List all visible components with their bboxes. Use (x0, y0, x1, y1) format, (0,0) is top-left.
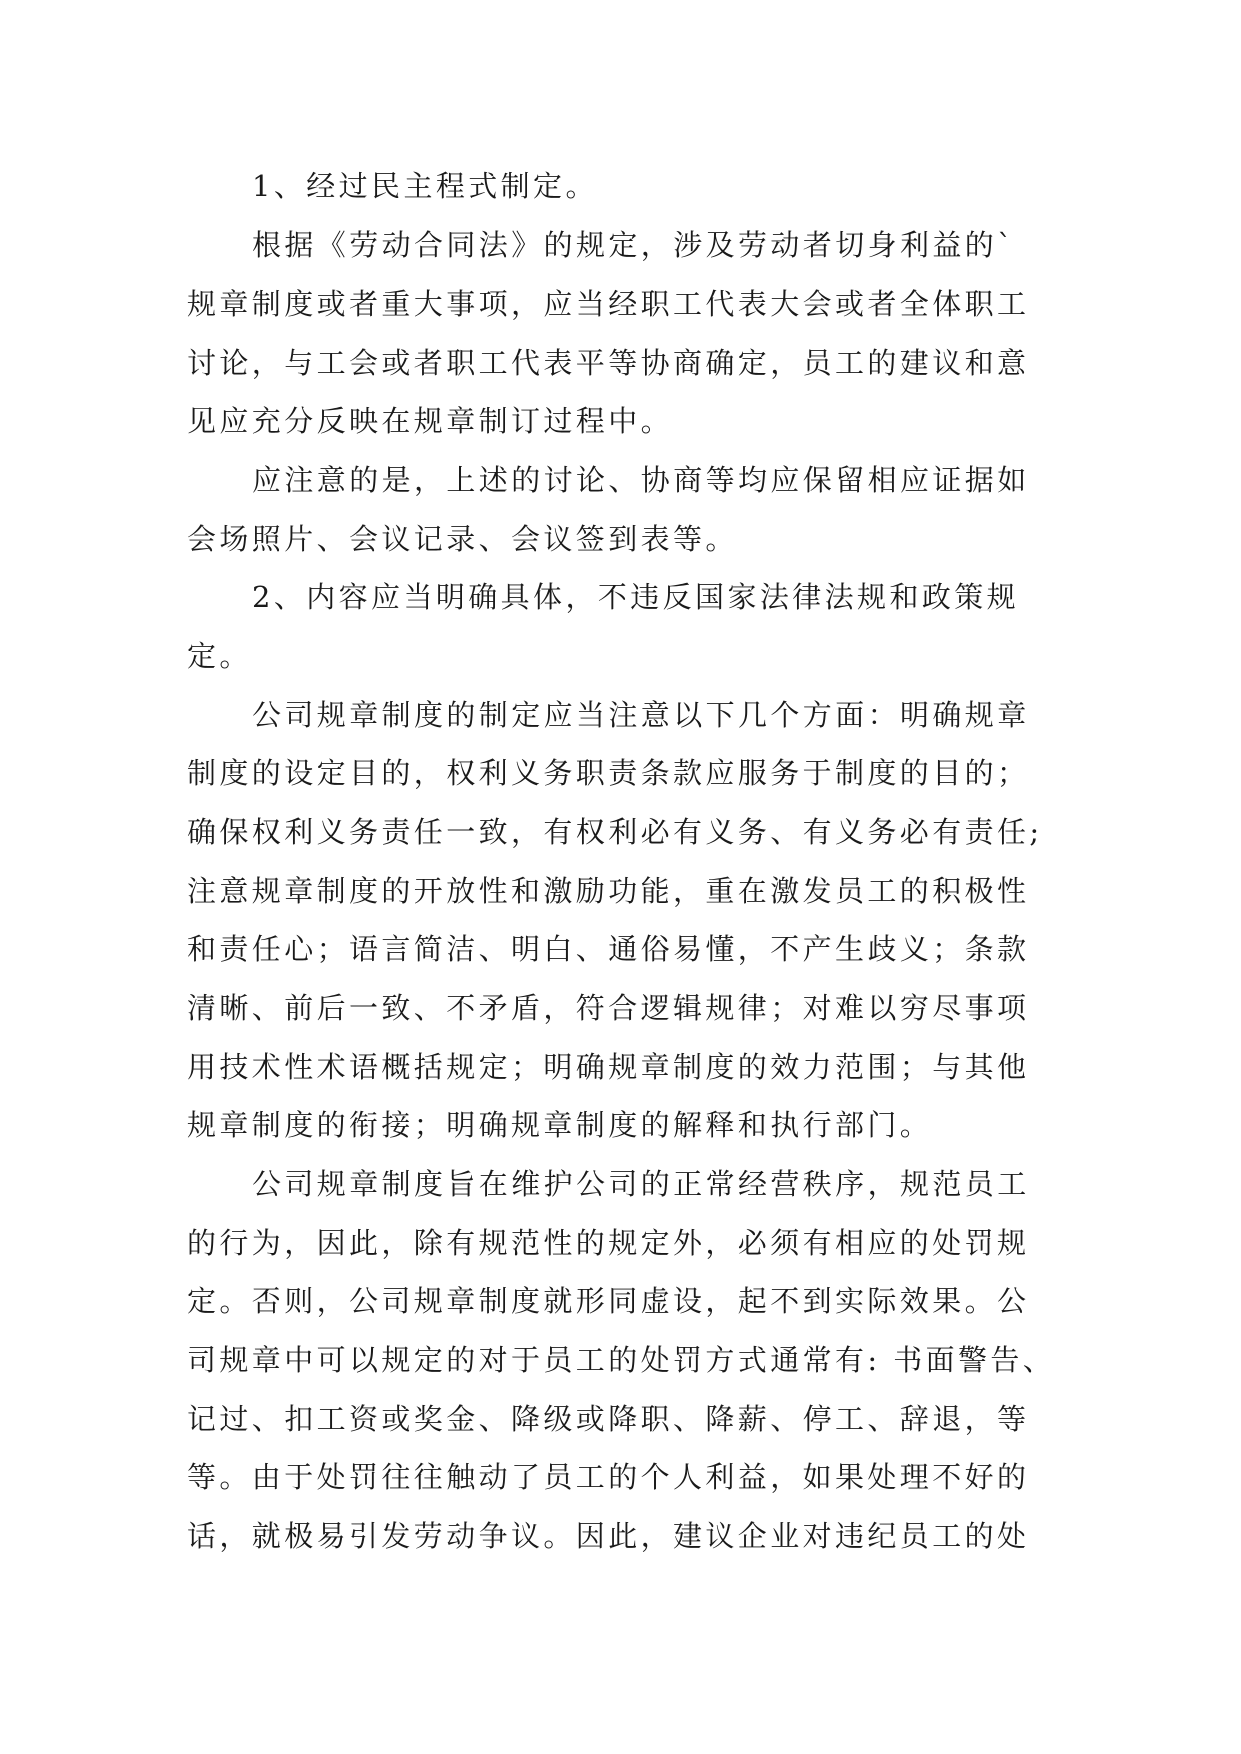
paragraph-line: 会场照片、会议记录、会议签到表等。 (187, 522, 738, 556)
paragraph-line: 和责任心；语言简洁、明白、通俗易懂，不产生歧义；条款 (187, 932, 1030, 966)
paragraph-line: 制度的设定目的，权利义务职责条款应服务于制度的目的； (187, 756, 1030, 790)
paragraph-line: 等。由于处罚往往触动了员工的个人利益，如果处理不好的 (187, 1460, 1030, 1494)
paragraph-line: 司规章中可以规定的对于员工的处罚方式通常有: 书面警告、 (187, 1343, 1056, 1377)
paragraph-line: 规章制度的衔接；明确规章制度的解释和执行部门。 (187, 1108, 933, 1142)
paragraph-line: 公司规章制度旨在维护公司的正常经营秩序，规范员工 (252, 1167, 1030, 1201)
paragraph-line: 用技术性术语概括规定；明确规章制度的效力范围；与其他 (187, 1050, 1030, 1084)
paragraph-line: 记过、扣工资或奖金、降级或降职、降薪、停工、辞退，等 (187, 1402, 1030, 1436)
paragraph-line: 定。 (187, 639, 252, 673)
paragraph-line: 的行为，因此，除有规范性的规定外，必须有相应的处罚规 (187, 1226, 1030, 1260)
paragraph-line: 话，就极易引发劳动争议。因此，建议企业对违纪员工的处 (187, 1519, 1030, 1553)
paragraph-line: 1、经过民主程式制定。 (252, 169, 598, 203)
paragraph-line: 讨论，与工会或者职工代表平等协商确定，员工的建议和意 (187, 346, 1030, 380)
paragraph-line: 公司规章制度的制定应当注意以下几个方面：明确规章 (252, 698, 1030, 732)
paragraph-line: 注意规章制度的开放性和激励功能，重在激发员工的积极性 (187, 874, 1030, 908)
paragraph-line: 定。否则，公司规章制度就形同虚设，起不到实际效果。公 (187, 1284, 1030, 1318)
paragraph-line: 确保权利义务责任一致，有权利必有义务、有义务必有责任; (187, 815, 1043, 849)
paragraph-line: 根据《劳动合同法》的规定，涉及劳动者切身利益的` (252, 228, 1016, 262)
paragraph-line: 清晰、前后一致、不矛盾，符合逻辑规律；对难以穷尽事项 (187, 991, 1030, 1025)
paragraph-line: 2、内容应当明确具体，不违反国家法律法规和政策规 (252, 580, 1020, 614)
paragraph-line: 见应充分反映在规章制订过程中。 (187, 404, 674, 438)
paragraph-line: 应注意的是，上述的讨论、协商等均应保留相应证据如 (252, 463, 1030, 497)
paragraph-line: 规章制度或者重大事项，应当经职工代表大会或者全体职工 (187, 287, 1030, 321)
